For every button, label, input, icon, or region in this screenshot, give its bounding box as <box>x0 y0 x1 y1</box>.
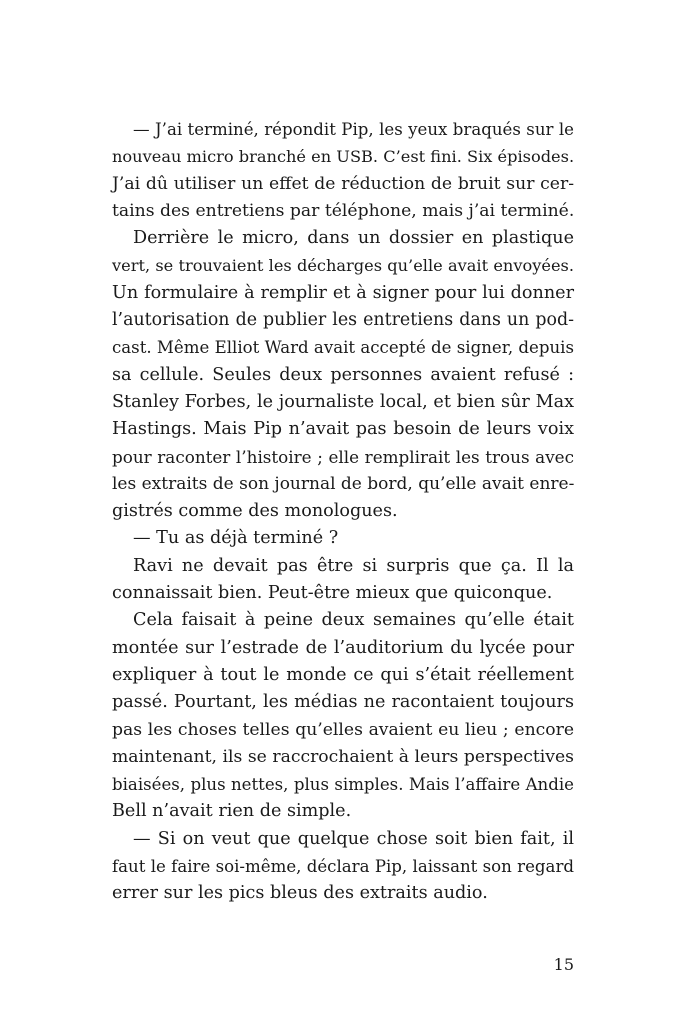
text-line: biaisées, plus nettes, plus simples. Mais l’affaire Andie <box>112 775 574 795</box>
text-line: pour raconter l’histoire ; elle remplirait les trous avec <box>112 446 574 467</box>
text-line: cast. Même Elliot Ward avait accepté de signer, depuis <box>112 338 574 358</box>
text-line: gistrés comme des monologues. <box>112 501 398 522</box>
paragraph <box>112 826 574 908</box>
text-line: Hastings. Mais Pip n’avait pas besoin de leurs voix <box>112 419 574 440</box>
text-line: Derrière le micro, dans un dossier en plastique <box>133 228 574 249</box>
text-line: passé. Pourtant, les médias ne racontaient toujours <box>112 692 574 713</box>
text-line: errer sur les pics bleus des extraits audio. <box>112 883 488 904</box>
text-line: connaissait bien. Peut-être mieux que quiconque. <box>112 583 553 604</box>
text-line: maintenant, ils se raccrochaient à leurs perspectives <box>112 746 574 767</box>
text-line: Bell n’avait rien de simple. <box>112 801 352 822</box>
text-line: Ravi ne devait pas être si surpris que ça. Il la <box>133 555 574 576</box>
paragraph <box>112 225 574 525</box>
paragraph <box>112 553 574 608</box>
text-line: tains des entretiens par téléphone, mais j’ai terminé. <box>112 200 575 221</box>
text-line: expliquer à tout le monde ce qui s’était réellement <box>112 664 574 685</box>
page-body <box>112 116 574 908</box>
text-line: — Tu as déjà terminé ? <box>133 528 339 549</box>
text-line: Cela faisait à peine deux semaines qu’elle était <box>133 610 574 631</box>
text-line: — Si on veut que quelque chose soit bien fait, il <box>133 828 574 849</box>
page-number: 15 <box>553 955 574 974</box>
text-line: montée sur l’estrade de l’auditorium du lycée pour <box>112 637 574 658</box>
text-line: J’ai dû utiliser un effet de réduction de bruit sur cer- <box>112 173 574 194</box>
text-line: faut le faire soi-même, déclara Pip, laissant son regard <box>112 857 574 877</box>
text-line: — J’ai terminé, répondit Pip, les yeux braqués sur le <box>133 120 574 139</box>
text-line: les extraits de son journal de bord, qu’elle avait enre- <box>112 473 575 494</box>
text-line: pas les choses telles qu’elles avaient eu lieu ; encore <box>112 719 574 740</box>
paragraph <box>112 116 574 225</box>
text-line: l’autorisation de publier les entretiens dans un pod- <box>112 310 574 331</box>
text-line: vert, se trouvaient les décharges qu’elle avait envoyées. <box>112 256 574 276</box>
text-line: sa cellule. Seules deux personnes avaient refusé : <box>112 364 574 385</box>
paragraph <box>112 525 574 552</box>
paragraph <box>112 607 574 825</box>
text-line: Stanley Forbes, le journaliste local, et bien sûr Max <box>112 391 574 412</box>
text-line: nouveau micro branché en USB. C’est fini. Six épisodes. <box>112 147 575 167</box>
text-line: Un formulaire à remplir et à signer pour lui donner <box>112 282 574 303</box>
